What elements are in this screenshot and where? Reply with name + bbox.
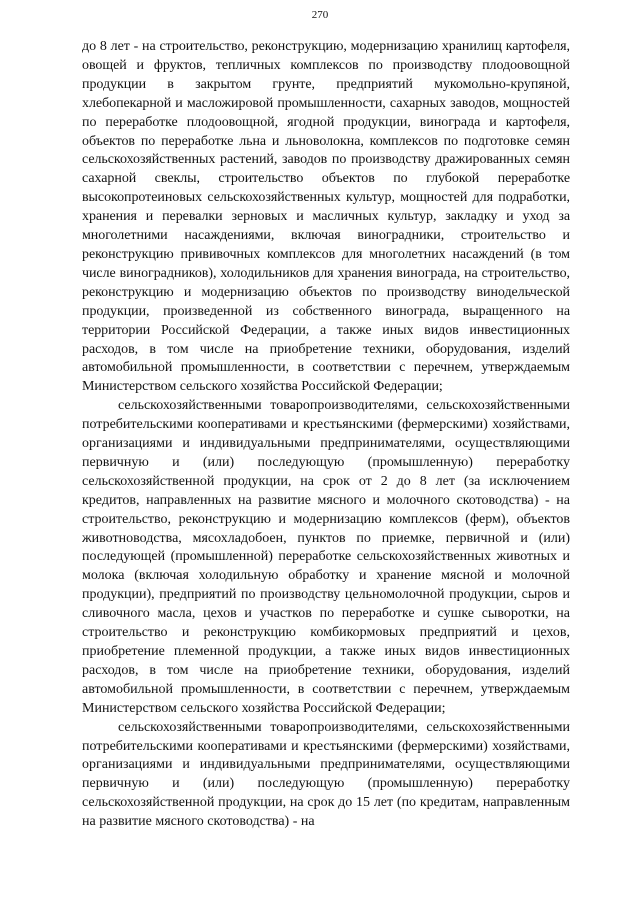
paragraph-2: сельскохозяйственными товаропроизводителями, сельскохозяйственными потребительскими кооперативами и крестьянскими (фермерскими) хозяйствами, организациями и индивидуальными предпринимателями, осуществляющими первичную и (или) последующую (промышленную) переработку сельскохозяйственной продукции, на срок от 2 до 8 лет (за исключением кредитов, направленных на развитие мясного и молочного скотоводства) - на строительство, реконструкцию и модернизацию комплексов (ферм), объектов животноводства, мясохладобоен, пунктов по приемке, первичной и (или) последующей (промышленной) переработке сельскохозяйственных животных и молока (включая холодильную обработку и хранение мясной и молочной продукции), предприятий по производству цельномолочной продукции, сыров и сливочного масла, цехов и участков по переработке и сушке сыворотки, на строительство и реконструкцию комбикормовых предприятий и цехов, приобретение племенной продукции, а также иных видов инвестиционных расходов, в том числе на приобретение техники, оборудования, изделий автомобильной промышленности, в соответствии с перечнем, утверждаемым Министерством сельского хозяйства Российской Федерации; bbox=[82, 398, 570, 716]
document-body bbox=[82, 38, 570, 832]
paragraph-3: сельскохозяйственными товаропроизводителями, сельскохозяйственными потребительскими кооперативами и крестьянскими (фермерскими) хозяйствами, организациями и индивидуальными предпринимателями, осуществляющими первичную и (или) последующую (промышленную) переработку сельскохозяйственной продукции, на срок до 15 лет (по кредитам, направленным на развитие мясного скотоводства) - на bbox=[82, 719, 570, 830]
paragraph-1: до 8 лет - на строительство, реконструкцию, модернизацию хранилищ картофеля, овощей и фруктов, тепличных комплексов по производству плодоовощной продукции в закрытом грунте, предприятий мукомольно-крупяной, хлебопекарной и масложировой промышленности, сахарных заводов, мощностей по переработке плодоовощной, ягодной продукции, винограда и картофеля, объектов по переработке льна и льноволокна, комплексов по подготовке семян сельскохозяйственных растений, заводов по производству дражированных семян сахарной свеклы, строительство объектов по глубокой переработке высокопротеиновых сельскохозяйственных культур, мощностей для подработки, хранения и перевалки зерновых и масличных культур, закладку и уход за многолетними насаждениями, включая виноградники, строительство и реконструкцию прививочных комплексов для многолетних насаждений (в том числе виноградников), холодильников для хранения винограда, на строительство, реконструкцию и модернизацию объектов по производству винодельческой продукции, произведенной из собственного винограда, выращенного на территории Российской Федерации, а также иных видов инвестиционных расходов, в том числе на приобретение техники, оборудования, изделий автомобильной промышленности, в соответствии с перечнем, утверждаемым Министерством сельского хозяйства Российской Федерации; bbox=[82, 39, 570, 395]
page-number: 270 bbox=[311, 9, 329, 21]
